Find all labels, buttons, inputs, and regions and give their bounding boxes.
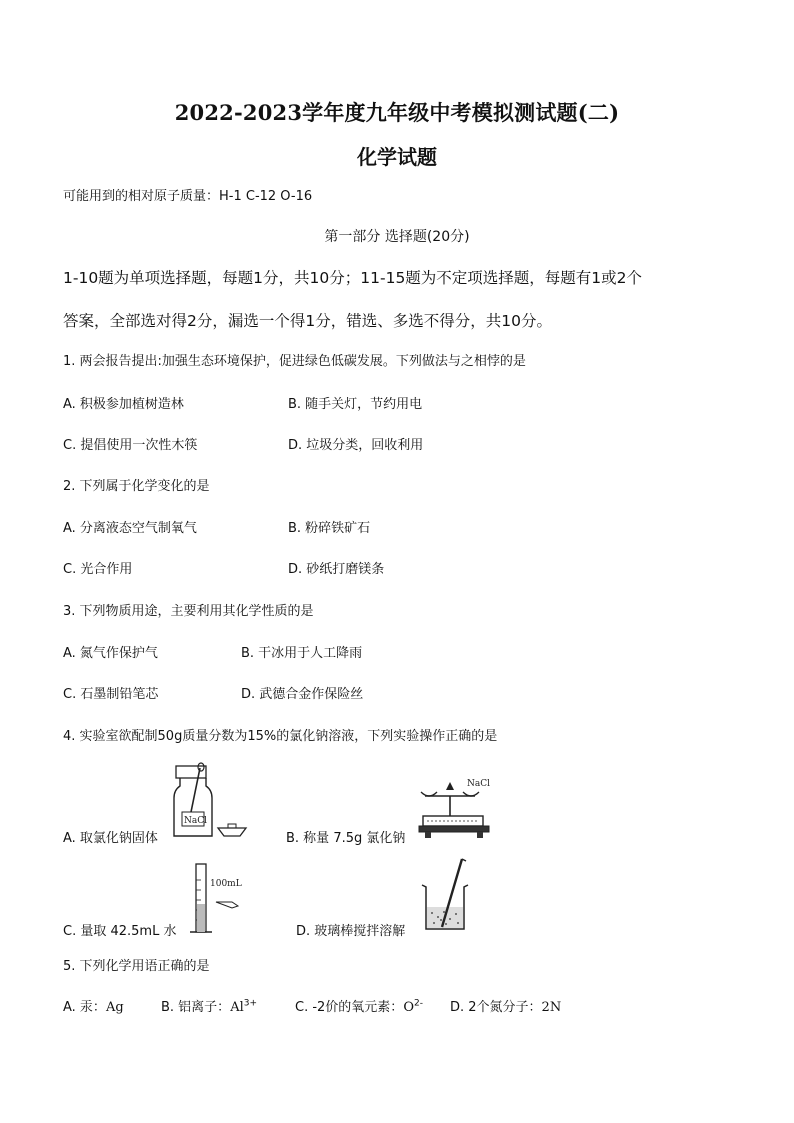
question-5-option-c-charge: 2- [413, 998, 423, 1009]
question-5-option-b-prefix: B. 铝离子： [161, 1000, 231, 1015]
reagent-bottle-figure [170, 762, 250, 840]
question-4-stem: 4. 实验室欲配制50g质量分数为15%的氯化钠溶液，下列实验操作正确的是 [63, 729, 498, 744]
question-1-option-c: C. 提倡使用一次性木筷 [63, 438, 198, 453]
question-5-option-c [295, 996, 423, 1015]
question-5-option-a [63, 996, 124, 1015]
question-3-option-d: D. 武德合金作保险丝 [241, 687, 364, 702]
question-1-option-b: B. 随手关灯，节约用电 [288, 397, 423, 412]
bottle-label: NaCl [184, 816, 208, 826]
question-2-option-a: A. 分离液态空气制氧气 [63, 521, 197, 536]
question-5-option-c-formula: O [403, 1000, 414, 1015]
section-title: 第一部分 选择题(20分) [324, 229, 470, 245]
beaker-stirring-figure [416, 857, 474, 935]
question-3-option-c: C. 石墨制铅笔芯 [63, 687, 159, 702]
question-3-option-b: B. 干冰用于人工降雨 [241, 646, 363, 661]
balance-label: NaCl [467, 779, 491, 789]
question-2-stem: 2. 下列属于化学变化的是 [63, 479, 210, 494]
question-3-option-a: A. 氮气作保护气 [63, 646, 158, 661]
instruction-line-2: 答案，全部选对得2分，漏选一个得1分，错选、多选不得分，共10分。 [63, 312, 552, 330]
balance-figure [417, 772, 493, 840]
question-5-option-b [161, 996, 257, 1015]
question-5-option-b-charge: 3+ [243, 998, 258, 1009]
question-5-option-b-formula: Al [230, 1000, 244, 1015]
graduated-cylinder-figure [186, 860, 246, 940]
question-2-option-b: B. 粉碎铁矿石 [288, 521, 371, 536]
question-1-option-a: A. 积极参加植树造林 [63, 397, 184, 412]
question-5-option-c-prefix: C. -2价的氧元素： [295, 1000, 404, 1015]
question-1-option-d: D. 垃圾分类，回收利用 [288, 438, 424, 453]
page-title: 2022-2023学年度九年级中考模拟测试题(二) [174, 100, 620, 125]
question-3-stem: 3. 下列物质用途，主要利用其化学性质的是 [63, 604, 314, 619]
question-5-option-a-prefix: A. 汞： [63, 1000, 106, 1015]
question-5-stem: 5. 下列化学用语正确的是 [63, 959, 210, 974]
atomic-mass-note: 可能用到的相对原子质量：H-1 C-12 O-16 [63, 189, 313, 204]
question-5-option-d-formula: 2N [541, 1000, 562, 1015]
question-5-option-d-prefix: D. 2个氮分子： [450, 1000, 542, 1015]
question-4-option-a: A. 取氯化钠固体 [63, 831, 158, 846]
question-4-option-d: D. 玻璃棒搅拌溶解 [296, 924, 406, 939]
question-5-option-d [450, 996, 561, 1015]
question-5-option-a-formula: Ag [105, 1000, 124, 1015]
page-subtitle: 化学试题 [357, 145, 437, 169]
question-2-option-d: D. 砂纸打磨镁条 [288, 562, 385, 577]
question-4-option-b: B. 称量 7.5g 氯化钠 [286, 831, 406, 846]
question-4-option-c: C. 量取 42.5mL 水 [63, 924, 177, 939]
cylinder-label: 100mL [210, 879, 242, 889]
instruction-line-1: 1-10题为单项选择题，每题1分，共10分；11-15题为不定项选择题，每题有1或2个 [63, 269, 643, 287]
question-2-option-c: C. 光合作用 [63, 562, 133, 577]
question-1-stem: 1. 两会报告提出:加强生态环境保护，促进绿色低碳发展。下列做法与之相悖的是 [63, 354, 526, 369]
